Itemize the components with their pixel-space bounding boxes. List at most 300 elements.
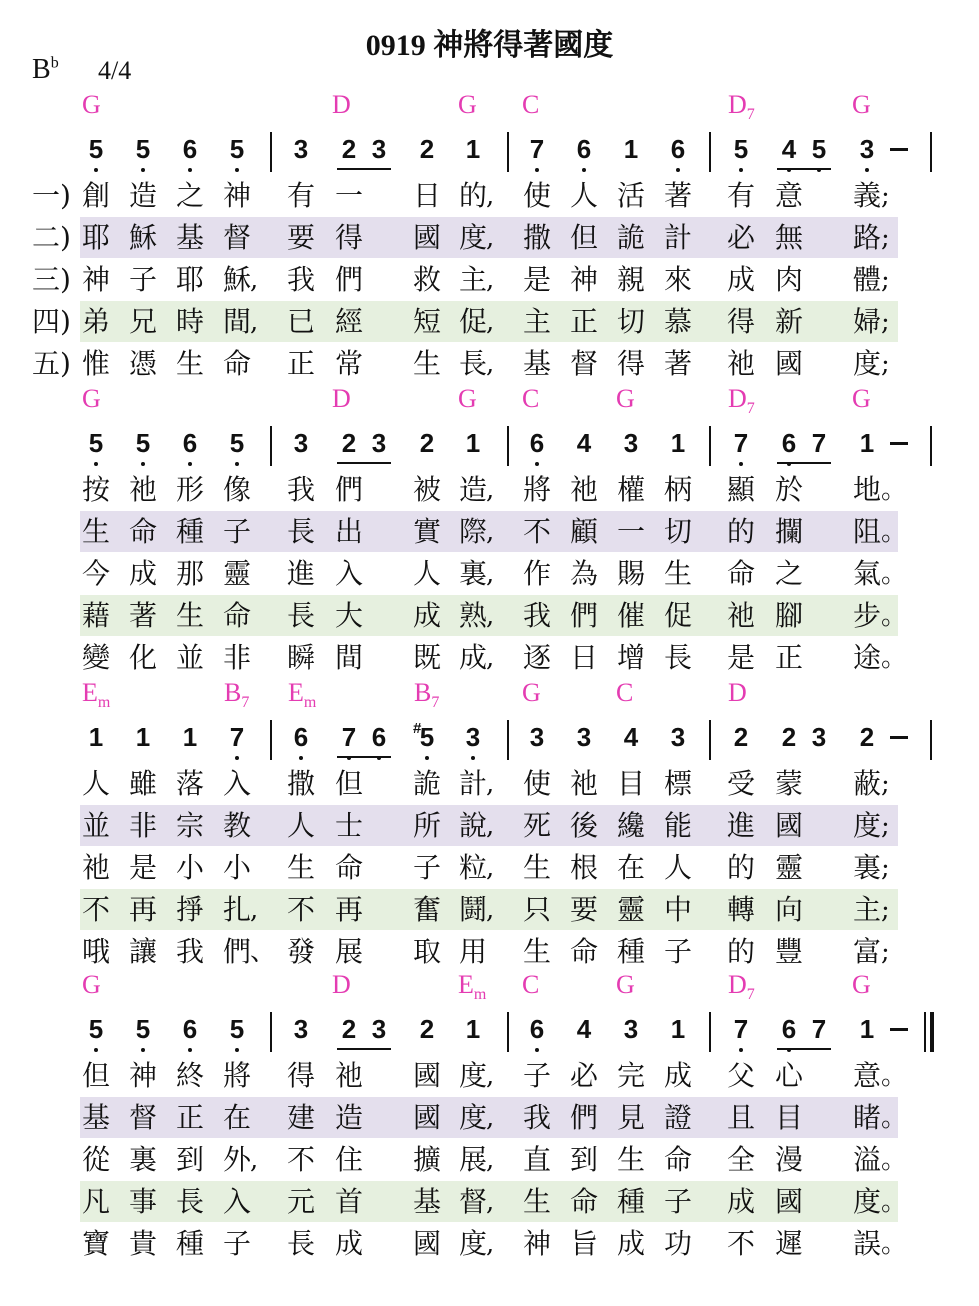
note: 3 — [623, 1014, 639, 1044]
punctuation: , — [486, 811, 495, 841]
note: 7 — [811, 1014, 827, 1044]
punctuation: ; — [881, 349, 890, 379]
lyric-char: 成 — [334, 1227, 363, 1260]
lyric-char: 從 — [81, 1143, 110, 1176]
punctuation: ; — [881, 265, 890, 295]
lyric-char: 熟 — [458, 599, 487, 632]
lyric-char: 慕 — [663, 305, 692, 338]
lyric-char: 度 — [458, 1059, 487, 1092]
lyric-char: 一 — [616, 515, 645, 548]
lyric-char: 形 — [175, 473, 204, 506]
lyric-char: 靈 — [774, 851, 803, 884]
lyric-char: 路 — [852, 221, 881, 254]
lyric-char: 撒 — [522, 221, 551, 254]
lyric-char: 不 — [286, 893, 315, 926]
lyric-char: 生 — [286, 851, 315, 884]
lyric-char: 我 — [286, 473, 315, 506]
lyric-char: 命 — [128, 515, 157, 548]
lyric-char: 度 — [458, 1227, 487, 1260]
lyric-char: 創 — [81, 179, 110, 212]
chord-symbol: G — [458, 90, 477, 119]
lyric-char: 人 — [286, 809, 315, 842]
note: 5 — [84, 134, 108, 164]
lyric-char: 並 — [81, 809, 110, 842]
hymn-title: 0919 神將得著國度 — [365, 29, 614, 62]
note: 1 — [670, 1014, 686, 1044]
chord-symbol: D — [332, 384, 351, 413]
punctuation: , — [486, 475, 495, 505]
punctuation: , — [486, 265, 495, 295]
lyric-line — [0, 764, 979, 806]
lyric-char: 展 — [334, 935, 363, 968]
chord-symbol: $E_m$ — [288, 678, 317, 712]
note: 5 — [84, 1014, 108, 1044]
lyric-char: 非 — [128, 809, 157, 842]
beam — [777, 1048, 831, 1050]
lyric-char: 是 — [726, 641, 755, 674]
lyric-char: 國 — [412, 1101, 441, 1134]
key-signature: $B^b$ — [32, 54, 59, 85]
lyric-char: 種 — [175, 515, 204, 548]
lyric-char: 已 — [286, 305, 315, 338]
chord-symbol: G — [82, 384, 101, 413]
chord-symbol: G — [852, 384, 871, 413]
note: 7 — [337, 722, 361, 752]
note: 6 — [525, 428, 549, 458]
note: 2 — [733, 722, 749, 752]
hold-dash — [890, 1028, 908, 1031]
lyric-char: 只 — [522, 893, 551, 926]
bar-line — [709, 426, 711, 466]
lyric-char: 不 — [522, 515, 551, 548]
lyric-char: 長 — [286, 515, 315, 548]
punctuation: 。 — [881, 475, 908, 505]
lyric-char: 功 — [663, 1227, 692, 1260]
verse-number: 五) — [32, 347, 71, 380]
sharp-sign: # — [413, 720, 422, 737]
lyric-char: 漫 — [774, 1143, 803, 1176]
chord-symbol: D — [728, 678, 747, 707]
bar-line — [507, 720, 509, 760]
lyric-char: 時 — [175, 305, 204, 338]
note: 6 — [367, 722, 391, 752]
lyric-char: 們 — [569, 599, 598, 632]
punctuation: ; — [881, 853, 890, 883]
note: 7 — [729, 428, 753, 458]
notation-line — [0, 126, 979, 176]
lyric-char: 無 — [774, 221, 803, 254]
punctuation: 。 — [881, 1229, 908, 1259]
beam — [337, 462, 391, 464]
lyric-char: 在 — [222, 1101, 251, 1134]
lyric-char: 我 — [522, 1101, 551, 1134]
lyric-char: 終 — [175, 1059, 204, 1092]
lyric-line — [0, 512, 979, 554]
lyric-char: 的 — [726, 515, 755, 548]
note: 3 — [371, 1014, 387, 1044]
lyric-char: 主 — [522, 305, 551, 338]
lyric-char: 住 — [334, 1143, 363, 1176]
chord-symbol: D — [332, 970, 351, 999]
lyric-char: 粒 — [458, 851, 487, 884]
punctuation: , — [250, 895, 259, 925]
note: 5 — [807, 134, 831, 164]
lyric-line — [0, 1140, 979, 1182]
chord-symbol: G — [616, 970, 635, 999]
punctuation: 。 — [881, 517, 908, 547]
lyric-char: 督 — [222, 221, 251, 254]
lyric-char: 一 — [334, 179, 363, 212]
lyric-char: 入 — [334, 557, 363, 590]
lyric-char: 人 — [81, 767, 110, 800]
lyric-char: 神 — [522, 1227, 551, 1260]
lyric-char: 發 — [286, 935, 315, 968]
verse-number: 一) — [32, 179, 71, 212]
lyric-char: 命 — [334, 851, 363, 884]
lyric-char: 得 — [616, 347, 645, 380]
lyric-char: 弟 — [81, 305, 110, 338]
lyric-char: 成 — [616, 1227, 645, 1260]
lyric-char: 直 — [522, 1143, 551, 1176]
lyric-line — [0, 1224, 979, 1266]
note: 1 — [670, 428, 686, 458]
note: 3 — [293, 1014, 309, 1044]
note: 1 — [465, 1014, 481, 1044]
hold-dash — [890, 736, 908, 739]
lyric-char: 證 — [663, 1101, 692, 1134]
lyric-char: 命 — [222, 599, 251, 632]
lyric-char: 們 — [334, 473, 363, 506]
lyric-char: 將 — [522, 473, 551, 506]
bar-line — [930, 1012, 934, 1052]
notation-line — [0, 420, 979, 470]
note: 2 — [341, 1014, 357, 1044]
lyric-char: 今 — [81, 557, 110, 590]
punctuation: , — [486, 643, 495, 673]
lyric-char: 著 — [663, 347, 692, 380]
note: 3 — [811, 722, 827, 752]
lyric-char: 靈 — [616, 893, 645, 926]
punctuation: 。 — [881, 643, 908, 673]
lyric-char: 長 — [458, 347, 487, 380]
lyric-char: 種 — [616, 935, 645, 968]
lyric-char: 婦 — [852, 305, 881, 338]
bar-line — [709, 1012, 711, 1052]
lyric-char: 非 — [222, 641, 251, 674]
lyric-char: 促 — [458, 305, 487, 338]
bar-line — [930, 720, 932, 760]
lyric-char: 神 — [222, 179, 251, 212]
lyric-char: 國 — [774, 1185, 803, 1218]
note: 6 — [178, 134, 202, 164]
note: 3 — [461, 722, 485, 752]
lyric-char: 有 — [286, 179, 315, 212]
lyric-char: 誤 — [852, 1227, 881, 1260]
lyric-char: 攔 — [774, 515, 803, 548]
lyric-char: 再 — [128, 893, 157, 926]
note: 3 — [623, 428, 639, 458]
lyric-char: 靈 — [222, 557, 251, 590]
note: 3 — [371, 134, 387, 164]
note: 5 — [84, 428, 108, 458]
lyric-char: 耶 — [175, 263, 204, 296]
chord-symbol: D — [332, 90, 351, 119]
chord-symbol: C — [522, 384, 540, 413]
lyric-char: 生 — [175, 599, 204, 632]
punctuation: , — [486, 853, 495, 883]
note: 3 — [529, 722, 545, 752]
lyric-char: 兄 — [128, 305, 157, 338]
lyric-char: 展 — [458, 1143, 487, 1176]
lyric-char: 用 — [458, 935, 487, 968]
punctuation: , — [486, 223, 495, 253]
lyric-char: 鬪 — [458, 893, 487, 926]
lyric-char: 促 — [663, 599, 692, 632]
lyric-char: 我 — [286, 263, 315, 296]
punctuation: , — [486, 517, 495, 547]
punctuation: , — [250, 1145, 259, 1175]
punctuation: , — [486, 1229, 495, 1259]
lyric-char: 計 — [663, 221, 692, 254]
lyric-char: 國 — [412, 1059, 441, 1092]
lyric-char: 士 — [334, 809, 363, 842]
lyric-char: 蒙 — [774, 767, 803, 800]
lyric-char: 得 — [286, 1059, 315, 1092]
verse-number: 三) — [32, 263, 71, 296]
lyric-char: 度 — [852, 347, 881, 380]
lyric-line — [0, 344, 979, 386]
lyric-line — [0, 218, 979, 260]
lyric-char: 造 — [128, 179, 157, 212]
lyric-line — [0, 1182, 979, 1224]
lyric-char: 後 — [569, 809, 598, 842]
lyric-char: 首 — [334, 1185, 363, 1218]
lyric-char: 肉 — [774, 263, 803, 296]
lyric-char: 子 — [412, 851, 441, 884]
lyric-char: 死 — [522, 809, 551, 842]
lyric-char: 扎 — [222, 893, 251, 926]
beam — [337, 168, 391, 170]
note: 4 — [623, 722, 639, 752]
lyric-char: 日 — [569, 641, 598, 674]
lyric-char: 目 — [616, 767, 645, 800]
punctuation: 。 — [881, 601, 908, 631]
lyric-char: 造 — [334, 1101, 363, 1134]
lyric-char: 實 — [412, 515, 441, 548]
note: 2 — [341, 428, 357, 458]
lyric-char: 子 — [128, 263, 157, 296]
note: 4 — [777, 134, 801, 164]
lyric-char: 撒 — [286, 767, 315, 800]
lyric-char: 長 — [286, 1227, 315, 1260]
chord-symbol: G — [852, 90, 871, 119]
lyric-char: 柄 — [663, 473, 692, 506]
lyric-char: 再 — [334, 893, 363, 926]
lyric-char: 能 — [663, 809, 692, 842]
punctuation: , — [486, 1103, 495, 1133]
lyric-char: 子 — [222, 515, 251, 548]
lyric-char: 但 — [334, 767, 363, 800]
lyric-char: 掙 — [175, 893, 204, 926]
lyric-char: 於 — [774, 473, 803, 506]
note: 3 — [576, 722, 592, 752]
lyric-char: 種 — [616, 1185, 645, 1218]
lyric-char: 旨 — [569, 1227, 598, 1260]
lyric-char: 雖 — [128, 767, 157, 800]
note: 2 — [781, 722, 797, 752]
chord-symbol: G — [522, 678, 541, 707]
lyric-char: 途 — [852, 641, 881, 674]
lyric-char: 入 — [222, 1185, 251, 1218]
lyric-char: 命 — [726, 557, 755, 590]
lyric-char: 且 — [726, 1101, 755, 1134]
lyric-char: 主 — [852, 893, 881, 926]
lyric-char: 藉 — [81, 599, 110, 632]
lyric-char: 教 — [222, 809, 251, 842]
beam — [337, 1048, 391, 1050]
lyric-char: 督 — [569, 347, 598, 380]
bar-line — [930, 132, 932, 172]
note: 4 — [576, 428, 592, 458]
lyric-line — [0, 470, 979, 512]
lyric-char: 顧 — [569, 515, 598, 548]
lyric-char: 造 — [458, 473, 487, 506]
lyric-char: 切 — [663, 515, 692, 548]
lyric-char: 常 — [334, 347, 363, 380]
lyric-line — [0, 260, 979, 302]
note: 2 — [419, 1014, 435, 1044]
lyric-char: 標 — [663, 767, 692, 800]
lyric-char: 祂 — [128, 473, 157, 506]
lyric-char: 著 — [663, 179, 692, 212]
lyric-char: 長 — [663, 641, 692, 674]
lyric-char: 們 — [334, 263, 363, 296]
punctuation: ; — [881, 937, 890, 967]
lyric-line — [0, 638, 979, 680]
lyric-char: 們 — [569, 1101, 598, 1134]
lyric-char: 成 — [458, 641, 487, 674]
beam — [777, 168, 831, 170]
note: 1 — [465, 134, 481, 164]
lyric-char: 度 — [458, 221, 487, 254]
lyric-char: 必 — [569, 1059, 598, 1092]
lyric-char: 祂 — [726, 599, 755, 632]
lyric-char: 要 — [569, 893, 598, 926]
lyric-char: 權 — [616, 473, 645, 506]
lyric-char: 人 — [412, 557, 441, 590]
lyric-char: 裏 — [852, 851, 881, 884]
punctuation: , — [486, 559, 495, 589]
chord-symbol: C — [522, 90, 540, 119]
note: 6 — [525, 1014, 549, 1044]
lyric-char: 催 — [616, 599, 645, 632]
verse-block-4 — [0, 970, 979, 1270]
bar-line — [507, 1012, 509, 1052]
lyric-char: 國 — [774, 347, 803, 380]
lyric-char: 救 — [412, 263, 441, 296]
punctuation: 。 — [881, 1061, 908, 1091]
lyric-char: 全 — [726, 1143, 755, 1176]
lyric-char: 那 — [175, 557, 204, 590]
beam — [337, 756, 391, 758]
note: 3 — [371, 428, 387, 458]
lyric-char: 遲 — [774, 1227, 803, 1260]
note: 6 — [178, 428, 202, 458]
lyric-char: 親 — [616, 263, 645, 296]
lyric-char: 經 — [334, 305, 363, 338]
lyric-char: 並 — [175, 641, 204, 674]
lyric-char: 子 — [522, 1059, 551, 1092]
note: 1 — [623, 134, 639, 164]
note: 1 — [135, 722, 151, 752]
lyric-char: 子 — [663, 1185, 692, 1218]
lyric-char: 命 — [663, 1143, 692, 1176]
lyric-char: 的 — [458, 179, 487, 212]
note: 2 — [859, 722, 875, 752]
lyric-char: 正 — [286, 347, 315, 380]
note: 6 — [289, 722, 313, 752]
chord-symbol: C — [616, 678, 634, 707]
lyric-char: 到 — [175, 1143, 204, 1176]
note: 3 — [293, 134, 309, 164]
lyric-char: 所 — [412, 809, 441, 842]
lyric-char: 小 — [222, 851, 251, 884]
beam — [777, 462, 831, 464]
note: 6 — [178, 1014, 202, 1044]
lyric-char: 詭 — [616, 221, 645, 254]
lyric-char: 生 — [522, 935, 551, 968]
lyric-char: 的 — [726, 851, 755, 884]
lyric-char: 祂 — [726, 347, 755, 380]
lyric-char: 腳 — [774, 599, 803, 632]
lyric-char: 步 — [852, 599, 881, 632]
lyric-char: 賜 — [616, 557, 645, 590]
punctuation: ; — [881, 223, 890, 253]
lyric-char: 基 — [412, 1185, 441, 1218]
lyric-char: 纔 — [616, 809, 645, 842]
lyric-char: 子 — [663, 935, 692, 968]
lyric-char: 裏 — [458, 557, 487, 590]
punctuation: , — [486, 769, 495, 799]
lyric-char: 進 — [726, 809, 755, 842]
lyric-char: 目 — [774, 1101, 803, 1134]
lyric-char: 蔽 — [852, 767, 881, 800]
bar-line — [270, 1012, 272, 1052]
note: 6 — [777, 1014, 801, 1044]
note: 3 — [855, 134, 879, 164]
punctuation: , — [486, 601, 495, 631]
lyric-char: 生 — [522, 851, 551, 884]
lyric-line — [0, 932, 979, 974]
lyric-char: 子 — [222, 1227, 251, 1260]
chord-symbol: G — [852, 970, 871, 999]
lyric-char: 但 — [569, 221, 598, 254]
lyric-char: 成 — [412, 599, 441, 632]
punctuation: 。 — [881, 1103, 908, 1133]
lyric-char: 我 — [522, 599, 551, 632]
lyric-char: 活 — [616, 179, 645, 212]
lyric-char: 得 — [334, 221, 363, 254]
lyric-char: 阻 — [852, 515, 881, 548]
note: 4 — [576, 1014, 592, 1044]
bar-line — [924, 1012, 926, 1052]
lyric-char: 義 — [852, 179, 881, 212]
lyric-char: 事 — [128, 1185, 157, 1218]
notation-line — [0, 1006, 979, 1056]
lyric-line — [0, 176, 979, 218]
lyric-char: 新 — [774, 305, 803, 338]
lyric-char: 們 — [222, 935, 251, 968]
